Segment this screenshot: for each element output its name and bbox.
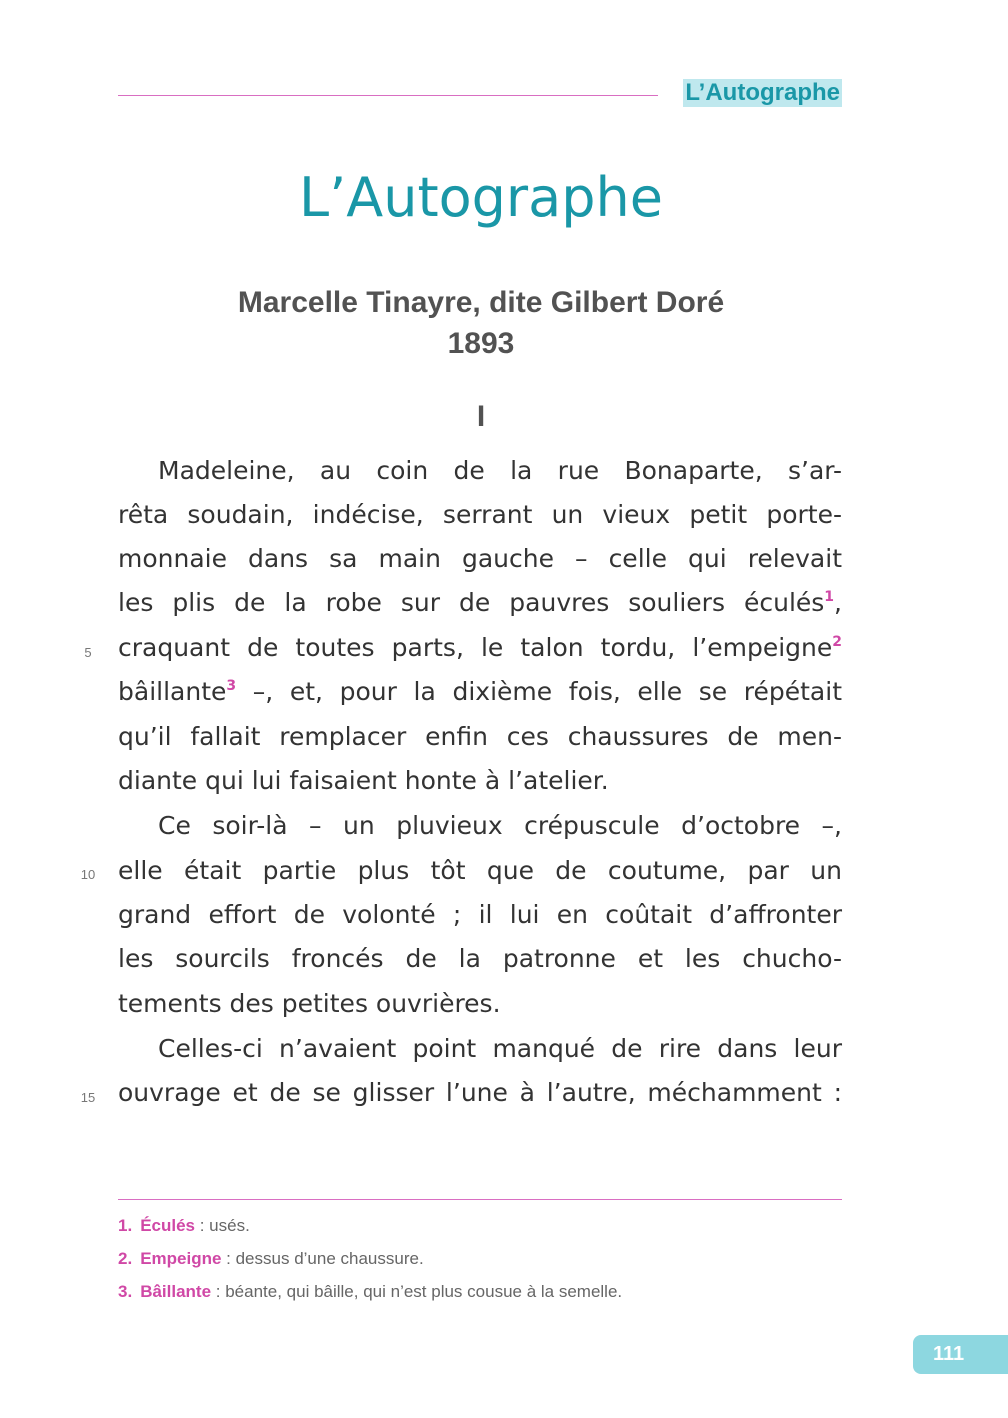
- text-line: Celles-ci n’avaient point manqué de rire dans leur: [158, 1034, 842, 1063]
- footnote-number: 2.: [118, 1249, 133, 1268]
- page-title: L’Autographe: [299, 166, 663, 229]
- text-line: monnaie dans sa main gauche – celle qui relevait: [118, 544, 842, 573]
- footnote-ref: 1: [824, 589, 835, 605]
- footnote-number: 3.: [118, 1282, 133, 1301]
- text-line: rêta soudain, indécise, serrant un vieux petit porte-: [118, 500, 842, 529]
- text-line: grand effort de volonté ; il lui en coûtait d’affronter: [118, 900, 842, 929]
- text-line: ouvrage et de se glisser l’une à l’autre, méchamment :: [118, 1078, 842, 1107]
- page-number: 111: [913, 1335, 1008, 1374]
- footnote-term: Bâillante: [140, 1282, 212, 1301]
- author-name: Marcelle Tinayre, dite Gilbert Doré: [237, 286, 725, 319]
- footnote-number: 1.: [118, 1216, 133, 1235]
- text-line: Madeleine, au coin de la rue Bonaparte, s’ar-: [158, 456, 842, 485]
- footnote-definition: : dessus d’une chaussure.: [221, 1249, 424, 1268]
- text-line: qu’il fallait remplacer enfin ces chaussures de men-: [118, 722, 842, 751]
- footnote-definition: : usés.: [195, 1216, 250, 1235]
- line-number: 15: [80, 1090, 96, 1105]
- footnote-term: Empeigne: [140, 1249, 222, 1268]
- footnote: [118, 1213, 250, 1239]
- text-line: diante qui lui faisaient honte à l’atelier.: [118, 766, 609, 795]
- header-rule: [118, 95, 658, 96]
- footnote-ref: 2: [832, 634, 842, 650]
- text-line: tements des petites ouvrières.: [118, 989, 501, 1018]
- footnote: [118, 1279, 622, 1305]
- text-line: elle était partie plus tôt que de coutume, par un: [118, 856, 842, 885]
- text-span: –, et, pour la dixième fois, elle se répétait: [236, 677, 842, 706]
- footnote-ref: 3: [226, 678, 237, 694]
- text-span: [118, 677, 236, 706]
- text-span: bâillante: [118, 677, 227, 706]
- text-line: [118, 581, 842, 625]
- footnote-definition: : béante, qui bâille, qui n’est plus cousue à la semelle.: [211, 1282, 623, 1301]
- text-line: [118, 670, 842, 714]
- text-span: les plis de la robe sur de pauvres souliers éculés: [118, 588, 825, 617]
- text-span: craquant de toutes parts, le talon tordu, l’empeigne: [118, 633, 833, 662]
- line-number: 5: [84, 645, 92, 660]
- text-span: ,: [834, 588, 842, 617]
- footnote-term: Éculés: [140, 1216, 195, 1235]
- footnote-rule: [118, 1199, 842, 1200]
- chapter-number: I: [476, 400, 486, 433]
- text-line: [118, 626, 842, 670]
- footnote: [118, 1246, 424, 1272]
- running-title: L’Autographe: [685, 79, 840, 106]
- text-line: Ce soir-là – un pluvieux crépuscule d’octobre –,: [158, 811, 842, 840]
- line-number: 10: [80, 867, 96, 882]
- publication-year: 1893: [447, 327, 515, 360]
- text-line: les sourcils froncés de la patronne et les chucho-: [118, 944, 842, 973]
